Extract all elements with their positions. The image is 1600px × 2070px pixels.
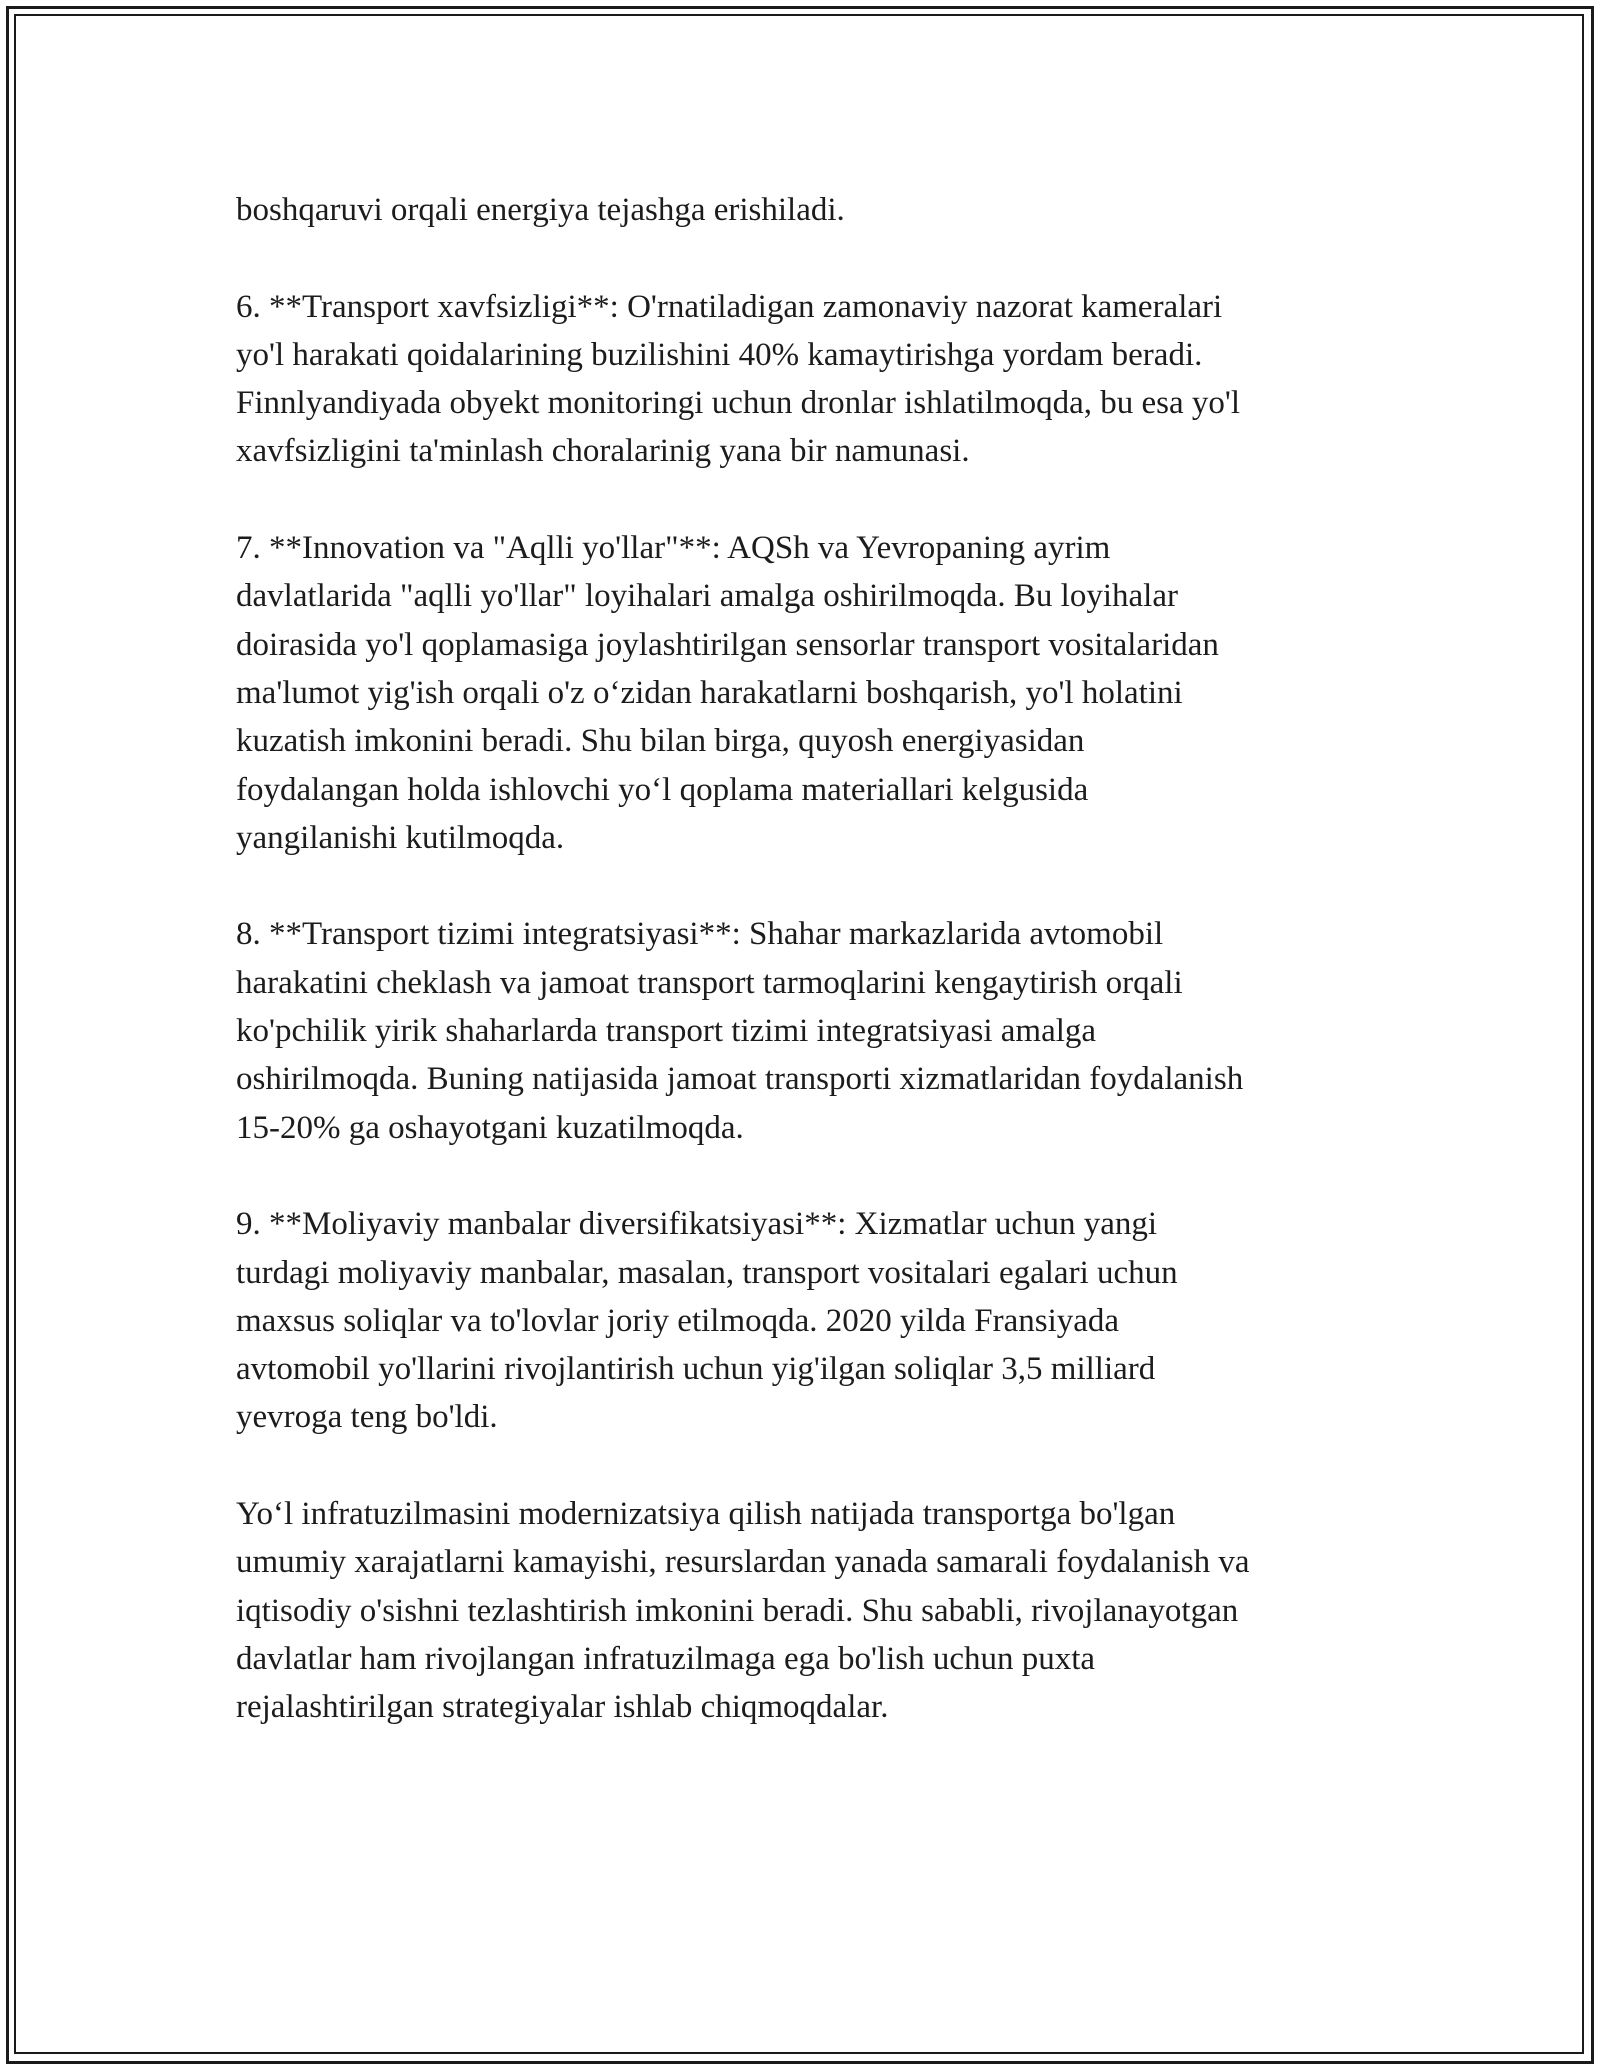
paragraph-item-8-transport-integration: 8. **Transport tizimi integratsiyasi**: Shahar markazlarida avtomobil harakatini cheklash va jamoat transport tarmoqlarini kengaytirish orqali ko'pchilik yirik shaharlarda transport tizimi integratsiyasi amalga oshirilmoqda. Buning natijasida jamoat transporti xizmatlaridan foydalanish 15-20% ga oshayotgani kuzatilmoqda. xyxy=(236,916,1244,1146)
paragraph-conclusion: Yo‘l infratuzilmasini modernizatsiya qilish natijada transportga bo'lgan umumiy xarajatlarni kamayishi, resurslardan yanada samarali foydalanish va iqtisodiy o'sishni tezlashtirish imkonini beradi. Shu sababli, rivojlanayotgan davlatlar ham rivojlangan infratuzilmaga ega bo'lish uchun puxta rejalashtirilgan strategiyalar ishlab chiqmoqdalar. xyxy=(236,1496,1250,1726)
paragraph-item-7-smart-roads: 7. **Innovation va "Aqlli yo'llar"**: AQSh va Yevropaning ayrim davlatlarida "aqlli yo'llar" loyihalari amalga oshirilmoqda. Bu loyihalar doirasida yo'l qoplamasiga joylashtirilgan sensorlar transport vositalaridan ma'lumot yig'ish orqali o'z o‘zidan harakatlarni boshqarish, yo'l holatini kuzatish imkonini beradi. Shu bilan birga, quyosh energiyasidan foydalangan holda ishlovchi yo‘l qoplama materiallari kelgusida yangilanishi kutilmoqda. xyxy=(236,530,1219,856)
paragraph-item-9-financial-diversification: 9. **Moliyaviy manbalar diversifikatsiyasi**: Xizmatlar uchun yangi turdagi moliyaviy manbalar, masalan, transport vositalari egalari uchun maxsus soliqlar va to'lovlar joriy etilmoqda. 2020 yilda Fransiyada avtomobil yo'llarini rivojlantirish uchun yig'ilgan soliqlar 3,5 milliard yevroga teng bo'ldi. xyxy=(236,1206,1178,1436)
paragraph-item-6-transport-safety: 6. **Transport xavfsizligi**: O'rnatiladigan zamonaviy nazorat kameralari yo'l harakati qoidalarining buzilishini 40% kamaytirishga yordam beradi. Finnlyandiyada obyekt monitoringi uchun dronlar ishlatilmoqda, bu esa yo'l xavfsizligini ta'minlash choralarinig yana bir namunasi. xyxy=(236,288,1241,470)
paragraph-continuation: boshqaruvi orqali energiya tejashga erishiladi. xyxy=(236,192,845,228)
document-body xyxy=(236,186,1406,1780)
